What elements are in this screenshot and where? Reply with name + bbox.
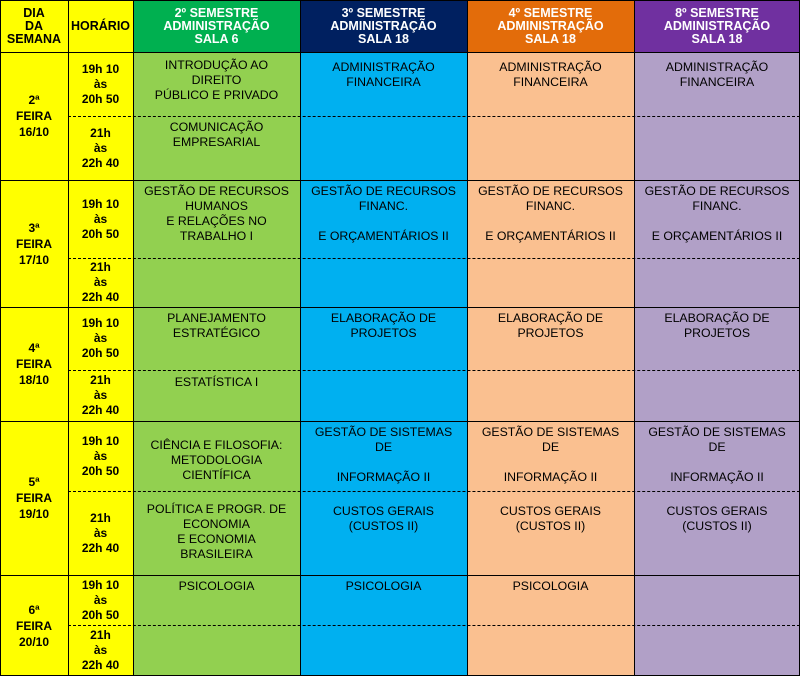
- slot-divider: [68, 116, 800, 117]
- course-cell: PSICOLOGIA: [345, 579, 422, 593]
- course-cell: ELABORAÇÃO DE PROJETOS: [330, 311, 437, 340]
- course-cell: GESTÃO DE RECURSOS HUMANOS E RELAÇÕES NO TRABALHO I: [144, 184, 289, 243]
- time-slot-label: 19h 10 às 20h 50: [81, 316, 120, 360]
- course-cell: PSICOLOGIA: [512, 579, 589, 593]
- slot-divider: [68, 258, 800, 259]
- grid-line: [0, 0, 800, 1]
- time-slot-label: 19h 10 às 20h 50: [81, 433, 120, 478]
- course-cell: CUSTOS GERAIS (CUSTOS II): [333, 504, 434, 533]
- course-cell: POLÍTICA E PROGR. DE ECONOMIA E ECONOMIA BRASILEIRA: [146, 502, 287, 561]
- course-cell: CUSTOS GERAIS (CUSTOS II): [500, 504, 601, 533]
- course-cell: ADMINISTRAÇÃO FINANCEIRA: [499, 60, 602, 89]
- day-label: 6ª FEIRA 20/10: [16, 602, 52, 649]
- time-slot-label: 19h 10 às 20h 50: [81, 196, 120, 241]
- time-slot-label: 21h às 22h 40: [81, 260, 120, 304]
- course-cell: GESTÃO DE SISTEMAS DE INFORMAÇÃO II: [314, 425, 453, 484]
- course-cell: GESTÃO DE RECURSOS FINANC. E ORÇAMENTÁRIOS II: [644, 184, 790, 243]
- time-slot-label: 21h às 22h 40: [81, 373, 120, 417]
- time-slot-label: 21h às 22h 40: [81, 125, 120, 170]
- course-cell: CIÊNCIA E FILOSOFIA: METODOLOGIA CIENTÍFICA: [150, 438, 283, 482]
- course-cell: INTRODUÇÃO AO DIREITO PÚBLICO E PRIVADO: [154, 58, 279, 102]
- course-cell: ADMINISTRAÇÃO FINANCEIRA: [665, 60, 769, 89]
- grid-line: [0, 575, 800, 576]
- grid-line: [0, 307, 800, 308]
- grid-line: [0, 421, 800, 422]
- grid-line: [0, 52, 800, 53]
- slot-divider: [68, 625, 800, 626]
- time-slot-label: 21h às 22h 40: [81, 628, 120, 672]
- time-slot-label: 19h 10 às 20h 50: [81, 577, 120, 622]
- course-cell: COMUNICAÇÃO EMPRESARIAL: [169, 120, 264, 149]
- header-day: DIA DA SEMANA: [6, 5, 62, 46]
- header-semester-1: 2º SEMESTRE ADMINISTRAÇÃO SALA 6: [133, 0, 300, 52]
- day-label: 5ª FEIRA 19/10: [16, 475, 52, 521]
- time-slot-label: 21h às 22h 40: [81, 510, 120, 555]
- day-label: 4ª FEIRA 18/10: [16, 341, 52, 387]
- course-cell: ADMINISTRAÇÃO FINANCEIRA: [332, 60, 435, 89]
- course-cell: GESTÃO DE SISTEMAS DE INFORMAÇÃO II: [481, 425, 620, 484]
- grid-line: [0, 180, 800, 181]
- course-cell: GESTÃO DE RECURSOS FINANC. E ORÇAMENTÁRIOS II: [311, 184, 456, 243]
- course-cell: PSICOLOGIA: [178, 579, 255, 593]
- time-slot-label: 19h 10 às 20h 50: [81, 61, 120, 106]
- course-cell: GESTÃO DE SISTEMAS DE INFORMAÇÃO II: [648, 425, 786, 484]
- slot-divider: [68, 370, 800, 371]
- header-semester-2: 3º SEMESTRE ADMINISTRAÇÃO SALA 18: [300, 0, 467, 52]
- header-semester-4: 8º SEMESTRE ADMINISTRAÇÃO SALA 18: [634, 0, 800, 52]
- day-label: 2ª FEIRA 16/10: [16, 93, 52, 139]
- day-label: 3ª FEIRA 17/10: [16, 220, 52, 267]
- course-cell: ELABORAÇÃO DE PROJETOS: [664, 311, 770, 340]
- slot-divider: [68, 491, 800, 492]
- header-time: HORÁRIO: [70, 18, 131, 33]
- course-cell: ELABORAÇÃO DE PROJETOS: [497, 311, 604, 340]
- course-cell: ESTATÍSTICA I: [174, 375, 259, 389]
- course-cell: PLANEJAMENTO ESTRATÉGICO: [167, 311, 266, 340]
- header-semester-3: 4º SEMESTRE ADMINISTRAÇÃO SALA 18: [467, 0, 634, 52]
- course-cell: CUSTOS GERAIS (CUSTOS II): [666, 504, 768, 533]
- course-cell: GESTÃO DE RECURSOS FINANC. E ORÇAMENTÁRIOS II: [478, 184, 623, 243]
